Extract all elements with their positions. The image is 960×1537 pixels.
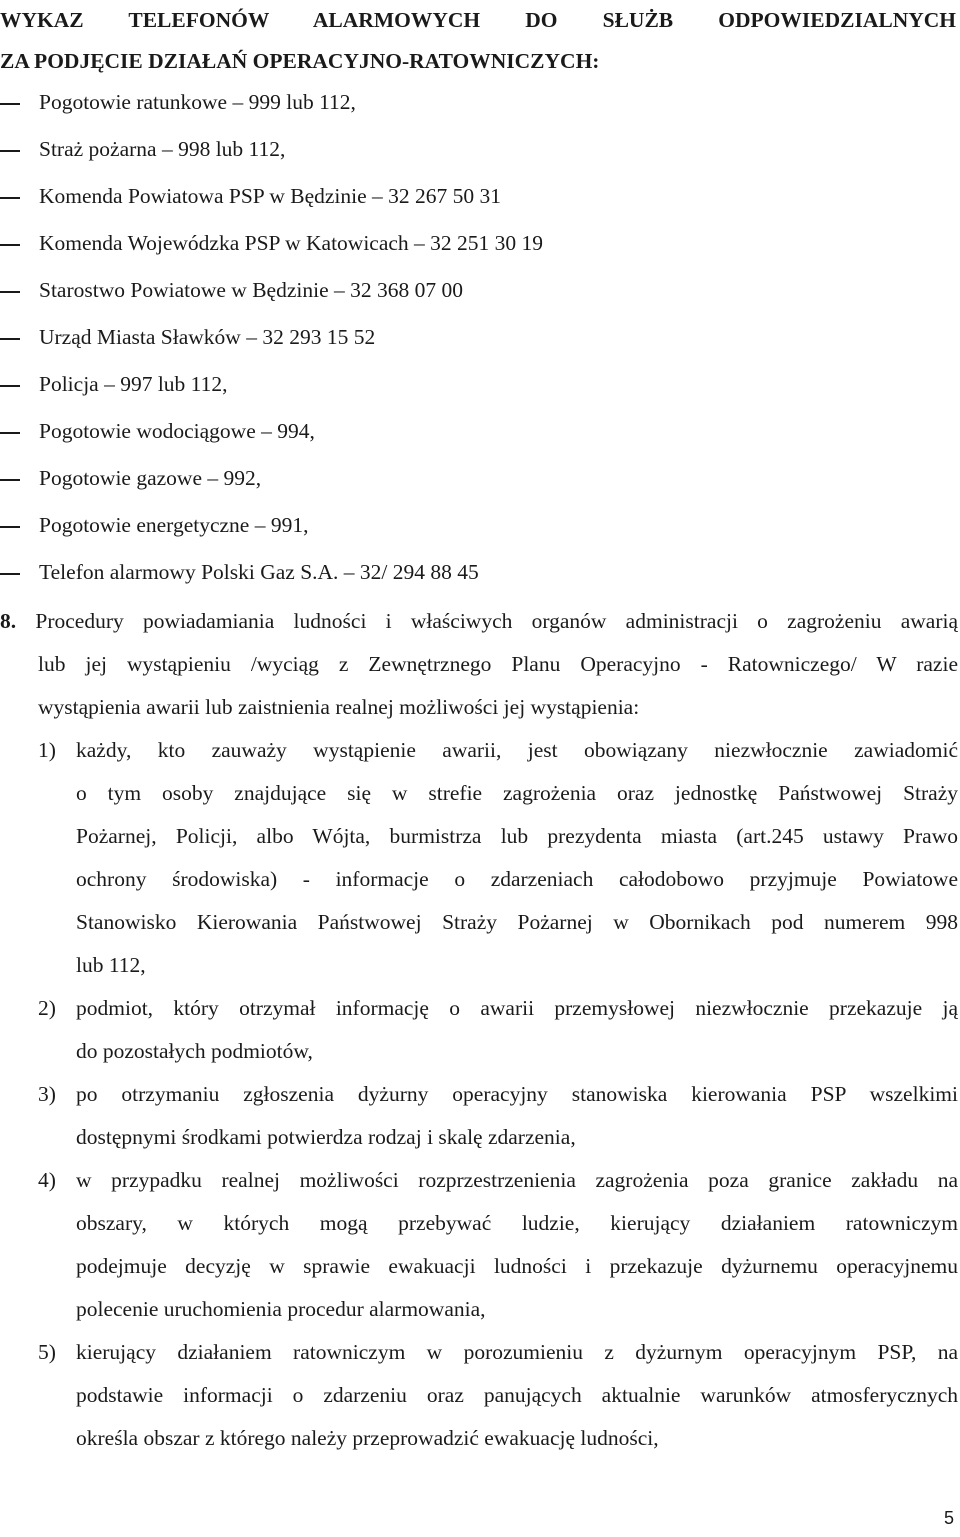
item-line: obszary, w których mogą przebywać ludzie, kierujący działaniem ratowniczym bbox=[76, 1211, 958, 1235]
dash-bullet-icon bbox=[0, 479, 20, 481]
dash-bullet-icon bbox=[0, 432, 20, 434]
item-body bbox=[0, 1159, 958, 1331]
item-number: 1) bbox=[38, 738, 56, 762]
item-line: dostępnymi środkami potwierdza rodzaj i skalę zdarzenia, bbox=[76, 1125, 576, 1149]
item-line: każdy, kto zauważy wystąpienie awarii, jest obowiązany niezwłocznie zawiadomić bbox=[76, 738, 958, 762]
contact-entry: Starostwo Powiatowe w Będzinie – 32 368 07 00 bbox=[39, 278, 463, 302]
item-line: ochrony środowiska) - informacje o zdarzeniach całodobowo przyjmuje Powiatowe bbox=[76, 867, 958, 891]
item-body bbox=[0, 987, 958, 1073]
section-8-line: wystąpienia awarii lub zaistnienia realnej możliwości jej wystąpienia: bbox=[38, 695, 640, 719]
contact-entry: Policja – 997 lub 112, bbox=[39, 372, 228, 396]
section-8-line bbox=[0, 600, 958, 643]
item-line: Pożarnej, Policji, albo Wójta, burmistrza lub prezydenta miasta (art.245 ustawy Prawo bbox=[76, 824, 958, 848]
item-line: po otrzymaniu zgłoszenia dyżurny operacyjny stanowiska kierowania PSP wszelkimi bbox=[76, 1082, 958, 1106]
dash-bullet-icon bbox=[0, 103, 20, 105]
dash-bullet-icon bbox=[0, 197, 20, 199]
heading-line-1: WYKAZ TELEFONÓW ALARMOWYCH DO SŁUŻB ODPOWIEDZIALNYCH bbox=[0, 8, 956, 32]
heading-line-2: ZA PODJĘCIE DZIAŁAŃ OPERACYJNO-RATOWNICZYCH: bbox=[0, 49, 600, 73]
item-line: w przypadku realnej możliwości rozprzestrzenienia zagrożenia poza granice zakładu na bbox=[76, 1168, 958, 1192]
item-body bbox=[0, 1331, 958, 1460]
contact-entry: Straż pożarna – 998 lub 112, bbox=[39, 137, 286, 161]
contact-entry: Telefon alarmowy Polski Gaz S.A. – 32/ 294 88 45 bbox=[39, 560, 479, 584]
item-number: 3) bbox=[38, 1082, 56, 1106]
contact-entry: Komenda Wojewódzka PSP w Katowicach – 32 251 30 19 bbox=[39, 231, 544, 255]
contact-entry: Pogotowie energetyczne – 991, bbox=[39, 513, 309, 537]
dash-bullet-icon bbox=[0, 291, 20, 293]
list-heading bbox=[0, 0, 956, 82]
page-number: 5 bbox=[943, 1508, 954, 1528]
item-body bbox=[0, 1073, 958, 1159]
item-line: Stanowisko Kierowania Państwowej Straży Pożarnej w Obornikach pod numerem 998 bbox=[76, 910, 958, 934]
item-number: 5) bbox=[38, 1340, 56, 1364]
item-line: do pozostałych podmiotów, bbox=[76, 1039, 313, 1063]
procedure-item bbox=[0, 987, 958, 1073]
contact-entry: Pogotowie gazowe – 992, bbox=[39, 466, 262, 490]
item-number: 2) bbox=[38, 996, 56, 1020]
dash-bullet-icon bbox=[0, 338, 20, 340]
item-line: o tym osoby znajdujące się w strefie zagrożenia oraz jednostkę Państwowej Straży bbox=[76, 781, 958, 805]
contact-entry: Pogotowie wodociągowe – 994, bbox=[39, 419, 315, 443]
item-line: polecenie uruchomienia procedur alarmowania, bbox=[76, 1297, 486, 1321]
procedure-item bbox=[0, 1073, 958, 1159]
item-line: kierujący działaniem ratowniczym w porozumieniu z dyżurnym operacyjnym PSP, na bbox=[76, 1340, 958, 1364]
dash-bullet-icon bbox=[0, 526, 20, 528]
item-line: podejmuje decyzję w sprawie ewakuacji ludności i przekazuje dyżurnemu operacyjnemu bbox=[76, 1254, 958, 1278]
section-text: Procedury powiadamiania ludności i właściwych organów administracji o zagrożeniu awarią bbox=[35, 609, 958, 633]
item-number: 4) bbox=[38, 1168, 56, 1192]
section-number: 8. bbox=[0, 609, 17, 633]
procedure-item bbox=[0, 729, 958, 987]
item-line: podmiot, który otrzymał informację o awarii przemysłowej niezwłocznie przekazuje ją bbox=[76, 996, 958, 1020]
dash-bullet-icon bbox=[0, 244, 20, 246]
dash-bullet-icon bbox=[0, 385, 20, 387]
dash-bullet-icon bbox=[0, 573, 20, 575]
dash-bullet-icon bbox=[0, 150, 20, 152]
item-line: określa obszar z którego należy przeprowadzić ewakuację ludności, bbox=[76, 1426, 659, 1450]
contact-entry: Komenda Powiatowa PSP w Będzinie – 32 267 50 31 bbox=[39, 184, 502, 208]
item-line: lub 112, bbox=[76, 953, 146, 977]
section-8 bbox=[0, 600, 958, 1460]
section-8-line: lub jej wystąpieniu /wyciąg z Zewnętrznego Planu Operacyjno - Ratowniczego/ W razie bbox=[38, 652, 958, 676]
procedure-item bbox=[0, 1331, 958, 1460]
item-line: podstawie informacji o zdarzeniu oraz panujących aktualnie warunków atmosferycznych bbox=[76, 1383, 958, 1407]
contact-entry: Pogotowie ratunkowe – 999 lub 112, bbox=[39, 90, 356, 114]
item-body bbox=[0, 729, 958, 987]
procedure-item bbox=[0, 1159, 958, 1331]
contact-entry: Urząd Miasta Sławków – 32 293 15 52 bbox=[39, 325, 376, 349]
